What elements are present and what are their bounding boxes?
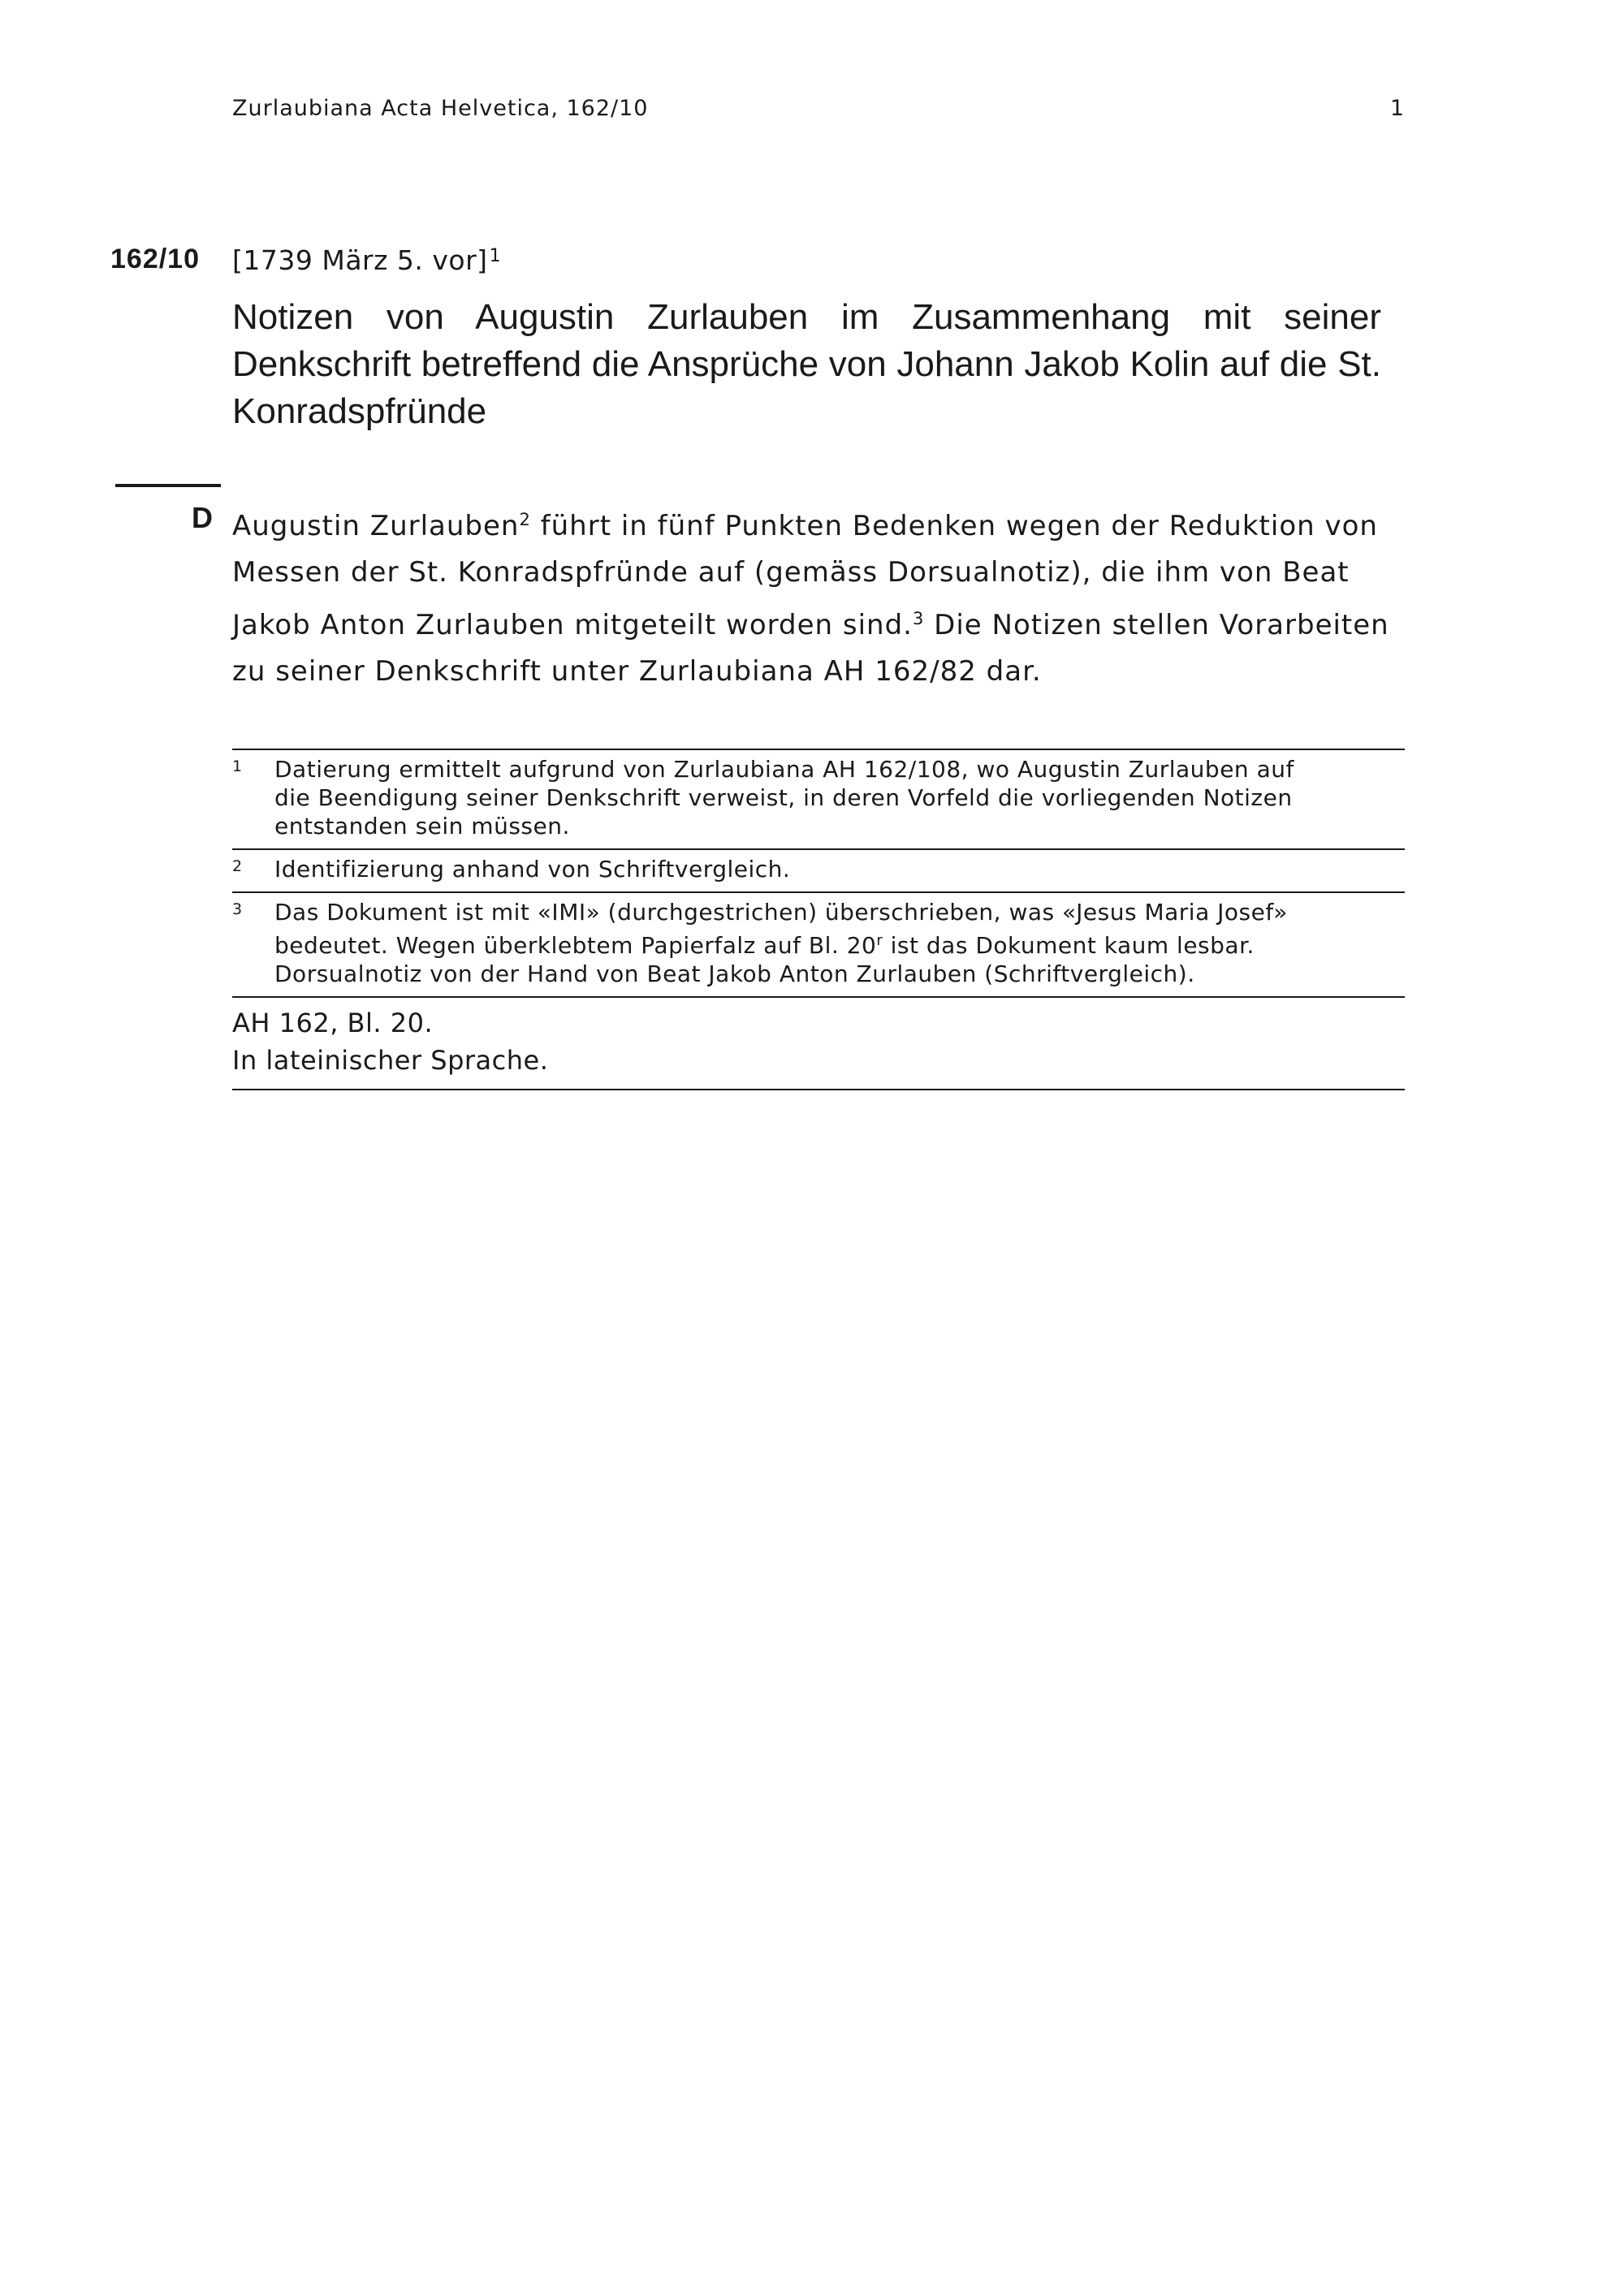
- footnote-line: Datierung ermittelt aufgrund von Zurlaubiana AH 162/108, wo Augustin Zurlauben auf: [274, 756, 1294, 783]
- regest-part-1: Augustin Zurlauben: [232, 510, 520, 542]
- section-divider: [115, 484, 221, 487]
- footnote-mark: 1: [232, 757, 243, 775]
- page-number: 1: [1389, 96, 1405, 121]
- running-head: [232, 96, 1405, 121]
- footnote-text: bedeutet. Wegen überklebtem Papierfalz auf Bl. 20: [274, 932, 877, 959]
- footnote-3: [232, 893, 1405, 998]
- footnote-line: Das Dokument ist mit «IMI» (durchgestrichen) überschrieben, was «Jesus Maria Josef»: [274, 899, 1288, 926]
- footnote-mark: 3: [232, 900, 243, 918]
- footnote-line: Dorsualnotiz von der Hand von Beat Jakob Anton Zurlauben (Schriftvergleich).: [274, 960, 1195, 987]
- footnote-ref-1: 1: [489, 246, 502, 266]
- footnote-2: [232, 850, 1405, 893]
- language-note: In lateinischer Sprache.: [232, 1045, 549, 1076]
- footnote-text: ist das Dokument kaum lesbar.: [883, 932, 1255, 959]
- footnote-mark: 2: [232, 857, 243, 875]
- archive-signature: AH 162, Bl. 20.: [232, 1008, 434, 1038]
- regest-text: [232, 497, 1402, 695]
- footnote-1: [232, 750, 1405, 850]
- footnotes-apparatus: [232, 749, 1405, 1090]
- regest-part-3: Die Notizen stellen Vorarbeiten zu seiner Denkschrift unter Zurlaubiana AH 162/82 dar.: [232, 609, 1389, 688]
- source-note: [232, 998, 1405, 1090]
- footnote-line: [274, 926, 1405, 960]
- footnote-line: die Beendigung seiner Denkschrift verweist, in deren Vorfeld die vorliegenden Notizen: [274, 784, 1293, 811]
- footnote-line: Identifizierung anhand von Schriftvergleich.: [274, 856, 791, 883]
- footnote-line: entstanden sein müssen.: [274, 813, 570, 839]
- footnote-ref-3: 3: [912, 609, 925, 628]
- document-title: Notizen von Augustin Zurlauben im Zusammenhang mit seiner Denkschrift betreffend die Ansprüche von Johann Jakob Kolin auf die St. Konradspfründe: [232, 297, 1381, 431]
- regest-part-2: führt in fünf Punkten Bedenken wegen der Reduktion von Messen der St. Konradspfründe auf (gemäss Dorsualnotiz), die ihm von Beat Jakob Anton Zurlauben mitgeteilt worden sind.: [232, 510, 1378, 641]
- folio-recto-mark: r: [876, 932, 883, 949]
- document-date-text: [1739 März 5. vor]: [232, 244, 488, 276]
- running-head-title: Zurlaubiana Acta Helvetica, 162/10: [232, 96, 649, 121]
- section-letter: D: [192, 501, 213, 534]
- document-date: [232, 244, 501, 276]
- document-number: 162/10: [110, 244, 200, 274]
- footnote-ref-2: 2: [519, 510, 531, 529]
